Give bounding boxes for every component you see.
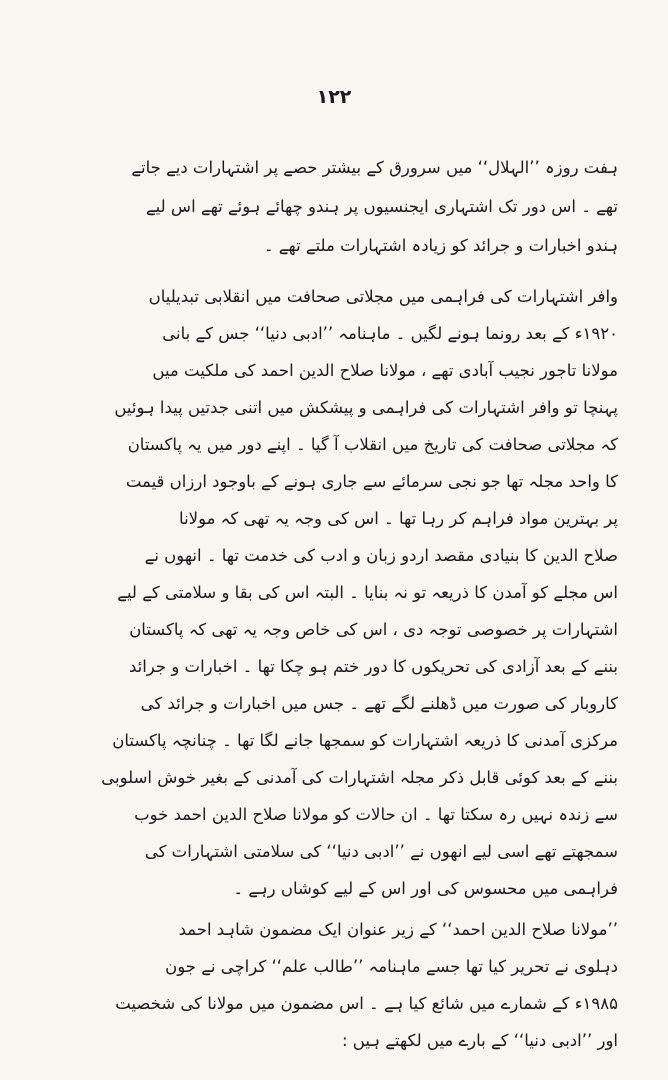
paragraph-2-line-11: بننے کے بعد آزادی کی تحریکوں کا دور ختم ہو چکا تھا ۔ اخبارات و جرائد — [128, 657, 618, 676]
paragraph-2-line-9: اس مجلے کو آمدن کا ذریعہ تو نہ بنایا ۔ البتہ اس کی بقا و سلامتی کے لیے — [117, 583, 618, 602]
paragraph-2-line-10: اشتہارات پر خصوصی توجہ دی ، اس کی خاص وجہ یہ تھی کہ پاکستان — [129, 620, 618, 639]
paragraph-3-line-2: دہلوی نے تحریر کیا تھا جسے ماہنامہ ’’طالب علم‘‘ کراچی نے جون — [165, 957, 618, 976]
paragraph-2-line-5: کہ مجلاتی صحافت کی تاریخ میں انقلاب آ گیا ۔ اپنے دور میں یہ پاکستان — [127, 435, 618, 454]
paragraph-2-line-2: ۱۹۲۰ء کے بعد رونما ہونے لگیں ۔ ماہنامہ ’’ادبی دنیا‘‘ جس کے بانی — [162, 324, 618, 343]
paragraph-2-line-15: سے زندہ نہیں رہ سکتا تھا ۔ ان حالات کو مولانا صلاح الدین احمد خوب — [134, 805, 618, 824]
paragraph-3-line-1: ’’مولانا صلاح الدین احمد‘‘ کے زیر عنوان ایک مضمون شاہد احمد — [178, 920, 618, 939]
paragraph-2-line-6: کا واحد مجلہ تھا جو نجی سرمائے سے جاری ہونے کے باوجود ارزاں قیمت — [125, 472, 618, 491]
paragraph-1-line-3: ہندو اخبارات و جرائد کو زیادہ اشتہارات ملتے تھے ۔ — [263, 236, 618, 255]
paragraph-2-line-12: کاروبار کی صورت میں ڈھلنے لگے تھے ۔ جس میں اخبارات و جرائد کی — [140, 694, 618, 713]
paragraph-2-line-17: فراہمی میں محسوس کی اور اس کے لیے کوشاں رہے ۔ — [233, 879, 618, 898]
paragraph-2-line-1: وافر اشتہارات کی فراہمی میں مجلاتی صحافت میں انقلابی تبدیلیاں — [148, 287, 618, 306]
paragraph-2-line-16: سمجھتے تھے اسی لیے انھوں نے ’’ادبی دنیا‘‘ کی سلامتی اشتہارات کی — [144, 842, 618, 861]
paragraph-2-line-3: مولانا تاجور نجیب آبادی تھے ، مولانا صلاح الدین احمد کی ملکیت میں — [152, 361, 618, 380]
page-number: ۱۲۲ — [316, 86, 352, 108]
paragraph-2-line-13: مرکزی آمدنی کا ذریعہ اشتہارات کو سمجھا جانے لگا تھا ۔ چنانچہ پاکستان — [112, 731, 618, 750]
paragraph-1-line-1: ہفت روزہ ’’الہلال‘‘ میں سرورق کے بیشتر حصے پر اشتہارات دیے جاتے — [131, 158, 618, 177]
paragraph-2-line-14: بننے کے بعد کوئی قابل ذکر مجلہ اشتہارات کی آمدنی کے بغیر خوش اسلوبی — [101, 768, 618, 787]
paragraph-2-line-8: صلاح الدین کا بنیادی مقصد اردو زبان و ادب کی خدمت تھا ۔ انھوں نے — [144, 546, 618, 565]
paragraph-2-line-4: پہنچا تو وافر اشتہارات کی فراہمی و پیشکش میں اتنی جدتیں پیدا ہوئیں — [114, 398, 618, 417]
paragraph-3-line-4: اور ’’ادبی دنیا‘‘ کے بارے میں لکھتے ہیں : — [342, 1031, 618, 1050]
paragraph-2-line-7: پر بہترین مواد فراہم کر رہا تھا ۔ اس کی وجہ یہ تھی کہ مولانا — [179, 509, 618, 528]
paragraph-3-line-3: ۱۹۸۵ء کے شمارے میں شائع کیا ہے ۔ اس مضمون میں مولانا کی شخصیت — [115, 994, 618, 1013]
paragraph-1-line-2: تھے ۔ اس دور تک اشتہاری ایجنسیوں پر ہندو چھائے ہوئے تھے اس لیے — [146, 197, 618, 216]
